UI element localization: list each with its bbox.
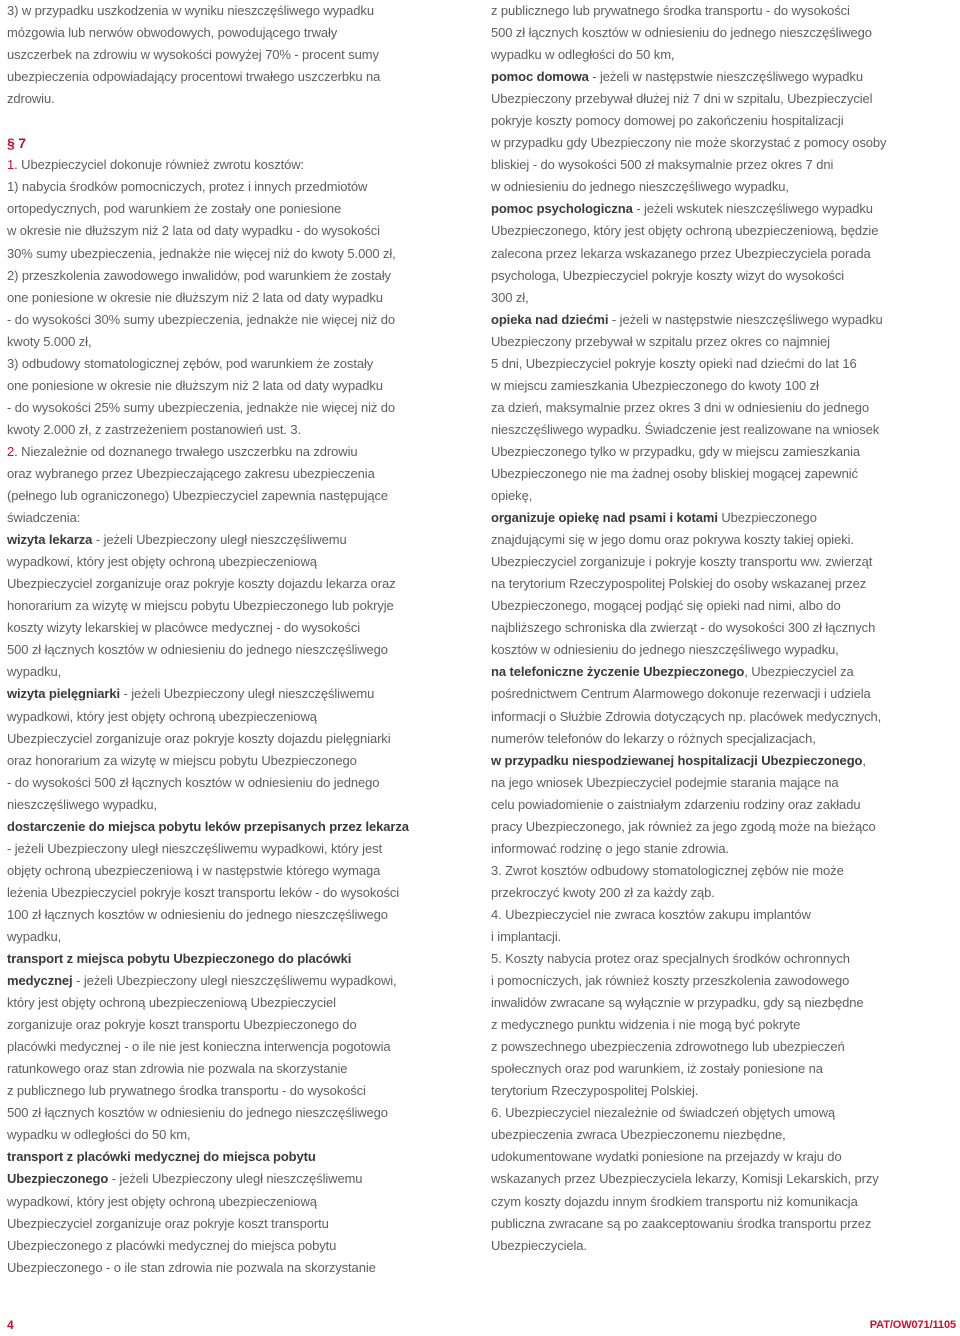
transport-z-placowki (7, 1168, 477, 1190)
transport-do-placowki-text: - jeżeli Ubezpieczony uległ nieszczęśliwemu wypadkowi, (72, 973, 397, 989)
paragraph-line: pracy Ubezpieczonego, jak również za jego zgodą może na bieżąco (491, 818, 876, 834)
transport-z-placowki-heading: Ubezpieczonego (7, 1171, 109, 1187)
paragraph-line: świadczenia: (7, 510, 81, 526)
paragraph-line: - jeżeli Ubezpieczony uległ nieszczęśliwemu wypadkowi, który jest (7, 840, 382, 856)
paragraph-line: one poniesione w okresie nie dłuższym niż 2 lata od daty wypadku (7, 377, 383, 393)
paragraph-line: w odniesieniu do jednego nieszczęśliwego wypadku, (491, 179, 789, 195)
paragraph-line: ubezpieczenia odpowiadający procentowi trwałego uszczerbku na (7, 69, 381, 85)
paragraph-line: pokryje koszty pomocy domowej po zakończeniu hospitalizacji (491, 113, 844, 129)
paragraph-line: wypadku w odległości do 50 km, (491, 47, 675, 63)
spacer (7, 110, 477, 132)
paragraph-line: wypadku, (7, 664, 62, 680)
paragraph-line: informować rodzinę o jego stanie zdrowia. (491, 840, 729, 856)
paragraph-line: Ubezpieczonego, który jest objęty ochroną ubezpieczeniową, będzie (491, 223, 879, 239)
paragraph-line: 30% sumy ubezpieczenia, jednakże nie więcej niż do kwoty 5.000 zł, (7, 245, 396, 261)
paragraph-line: wypadku, (7, 928, 62, 944)
paragraph-line: kwoty 2.000 zł, z zastrzeżeniem postanowień ust. 3. (7, 421, 302, 437)
paragraph-line: inwalidów zwracane są wyłącznie w przypadku, gdy są niezbędne (491, 995, 864, 1011)
paragraph-line: 4. Ubezpieczyciel nie zwraca kosztów zakupu implantów (491, 906, 811, 922)
informacja-telefoniczna (491, 661, 956, 683)
paragraph-line: objęty ochroną ubezpieczeniową i w następstwie którego wymaga (7, 862, 381, 878)
paragraph-line: celu powiadomienie o zaistniałym zdarzeniu rodziny oraz zakładu (491, 796, 861, 812)
opieka-nad-zwierzetami (491, 507, 956, 529)
paragraph-line: bliskiej - do wysokości 500 zł maksymalnie przez okres 7 dni (491, 157, 834, 173)
wizyta-lekarza-text: - jeżeli Ubezpieczony uległ nieszczęśliwemu (92, 532, 347, 548)
document-code: PAT/OW071/1105 (869, 1319, 956, 1331)
transport-z-placowki-text: - jeżeli Ubezpieczony uległ nieszczęśliwemu (108, 1171, 363, 1187)
opieka-nad-zwierzetami-heading: organizuje opiekę nad psami i kotami (491, 510, 718, 526)
paragraph-line: wskazanych przez Ubezpieczyciela lekarzy, Komisji Lekarskich, przy (491, 1171, 879, 1187)
paragraph-line: ortopedycznych, pod warunkiem że zostały one poniesione (7, 201, 342, 217)
paragraph-line: Ubezpieczyciel zorganizuje oraz pokryje koszty dojazdu pielęgniarki (7, 730, 391, 746)
paragraph-1-first-line (7, 154, 477, 176)
paragraph-line: 6. Ubezpieczyciel niezależnie od świadczeń objętych umową (491, 1105, 836, 1121)
paragraph-number: 2. (7, 443, 18, 459)
paragraph-line: z medycznego punktu widzenia i nie mogą być pokryte (491, 1017, 801, 1033)
paragraph-line: - do wysokości 30% sumy ubezpieczenia, jednakże nie więcej niż do (7, 311, 396, 327)
paragraph-line: oraz wybranego przez Ubezpieczającego zakresu ubezpieczenia (7, 465, 375, 481)
wizyta-lekarza-heading: wizyta lekarza (7, 532, 93, 548)
paragraph-line: wypadkowi, który jest objęty ochroną ubezpieczeniową (7, 1193, 317, 1209)
transport-do-placowki (7, 970, 477, 992)
paragraph-line: (pełnego lub ograniczonego) Ubezpieczyciel zapewnia następujące (7, 488, 389, 504)
paragraph-2-first-line (7, 441, 477, 463)
paragraph-line: Ubezpieczonego z placówki medycznej do miejsca pobytu (7, 1237, 337, 1253)
paragraph-text: Ubezpieczyciel dokonuje również zwrotu kosztów: (17, 157, 305, 173)
paragraph-line: zdrowiu. (7, 91, 55, 107)
right-column (491, 0, 956, 1257)
pomoc-psychologiczna (491, 198, 956, 220)
paragraph-line: 3. Zwrot kosztów odbudowy stomatologicznej zębów nie może (491, 862, 844, 878)
opieka-nad-zwierzetami-text: Ubezpieczonego (717, 510, 817, 526)
paragraph-line: wypadkowi, który jest objęty ochroną ubezpieczeniową (7, 554, 317, 570)
paragraph-line: Ubezpieczyciel zorganizuje i pokryje koszty transportu ww. zwierząt (491, 554, 873, 570)
paragraph-line: uszczerbek na zdrowiu w wysokości powyżej 70% - procent sumy (7, 47, 379, 63)
paragraph-line: Ubezpieczonego, mogącej podjąć się opieki nad nimi, albo do (491, 598, 841, 614)
paragraph-line: z powszechnego ubezpieczenia zdrowotnego lub ubezpieczeń (491, 1039, 845, 1055)
pomoc-domowa-heading: pomoc domowa (491, 69, 589, 85)
paragraph-line: Ubezpieczonego tylko w przypadku, gdy w miejscu zamieszkania (491, 443, 861, 459)
paragraph-line: oraz honorarium za wizytę w miejscu pobytu Ubezpieczonego (7, 752, 357, 768)
wizyta-pielegniarki (7, 683, 477, 705)
transport-do-placowki-heading: medycznej (7, 973, 73, 989)
paragraph-line: 5. Koszty nabycia protez oraz specjalnych środków ochronnych (491, 951, 850, 967)
pomoc-psychologiczna-text: - jeżeli wskutek nieszczęśliwego wypadku (632, 201, 873, 217)
paragraph-line: psychologa, Ubezpieczyciel pokryje koszty wizyt do wysokości (491, 267, 845, 283)
paragraph-line: 1) nabycia środków pomocniczych, protez i innych przedmiotów (7, 179, 368, 195)
opieka-nad-dziecmi (491, 309, 956, 331)
paragraph-line: najbliższego schroniska dla zwierząt - do wysokości 300 zł łącznych (491, 620, 876, 636)
paragraph-line: społecznych oraz pod warunkiem, iż zostały poniesione na (491, 1061, 823, 1077)
transport-z-placowki-heading: transport z placówki medycznej do miejsca pobytu (7, 1149, 316, 1165)
paragraph-line: i pomocniczych, jak również koszty przeszkolenia zawodowego (491, 973, 850, 989)
paragraph-line: i implantacji. (491, 928, 562, 944)
transport-do-placowki-heading: transport z miejsca pobytu Ubezpieczonego do placówki (7, 951, 352, 967)
paragraph-line: kosztów w odniesieniu do jednego nieszczęśliwego wypadku, (491, 642, 839, 658)
paragraph-line: Ubezpieczonego nie ma żadnej osoby bliskiej mogącej zapewnić (491, 465, 858, 481)
paragraph-line: za dzień, maksymalnie przez okres 3 dni w odniesieniu do jednego (491, 399, 870, 415)
paragraph-line: przekroczyć kwoty 200 zł za każdy ząb. (491, 884, 715, 900)
paragraph-line: mózgowia lub nerwów obwodowych, powodującego trwały (7, 25, 338, 41)
paragraph-line: kwoty 5.000 zł, (7, 333, 92, 349)
paragraph-line: - do wysokości 25% sumy ubezpieczenia, jednakże nie więcej niż do (7, 399, 396, 415)
paragraph-line: z publicznego lub prywatnego środka transportu - do wysokości (491, 3, 850, 18)
paragraph-line: 2) przeszkolenia zawodowego inwalidów, pod warunkiem że zostały (7, 267, 391, 283)
paragraph-line: zalecona przez lekarza wskazanego przez Ubezpieczyciela porada (491, 245, 871, 261)
wizyta-lekarza (7, 529, 477, 551)
informacja-telefoniczna-heading: na telefoniczne życzenie Ubezpieczonego (491, 664, 745, 680)
paragraph-line: w przypadku gdy Ubezpieczony nie może skorzystać z pomocy osoby (491, 135, 887, 151)
paragraph-line: 500 zł łącznych kosztów w odniesieniu do jednego nieszczęśliwego (491, 25, 872, 41)
paragraph-line: 300 zł, (491, 289, 529, 305)
pomoc-domowa (491, 66, 956, 88)
paragraph-line: pośrednictwem Centrum Alarmowego dokonuje rezerwacji i udziela (491, 686, 871, 702)
opieka-nad-dziecmi-text: - jeżeli w następstwie nieszczęśliwego wypadku (608, 311, 883, 327)
paragraph-line: 500 zł łącznych kosztów w odniesieniu do jednego nieszczęśliwego (7, 642, 388, 658)
paragraph-line: informacji o Służbie Zdrowia dotyczących np. placówek medycznych, (491, 708, 882, 724)
paragraph-line: udokumentowane wydatki poniesione na przejazdy w kraju do (491, 1149, 842, 1165)
hospitalizacja-heading: w przypadku niespodziewanej hospitalizacji Ubezpieczonego (491, 752, 863, 768)
page-number: 4 (7, 1318, 14, 1332)
paragraph-line: wypadkowi, który jest objęty ochroną ubezpieczeniową (7, 708, 317, 724)
paragraph-line: 5 dni, Ubezpieczyciel pokryje koszty opieki nad dziećmi do lat 16 (491, 355, 857, 371)
paragraph-line: zorganizuje oraz pokryje koszt transportu Ubezpieczonego do (7, 1017, 357, 1033)
paragraph-line: nieszczęśliwego wypadku, (7, 796, 158, 812)
paragraph-line: na jego wniosek Ubezpieczyciel podejmie starania mające na (491, 774, 839, 790)
paragraph-line: który jest objęty ochroną ubezpieczeniową Ubezpieczyciel (7, 995, 336, 1011)
section-heading (7, 132, 477, 154)
dostarczenie-lekow-heading: dostarczenie do miejsca pobytu leków przepisanych przez lekarza (7, 818, 409, 834)
paragraph-line: Ubezpieczyciel zorganizuje oraz pokryje koszty dojazdu lekarza oraz (7, 576, 396, 592)
left-column (7, 0, 477, 1279)
section-number: 7 (18, 135, 26, 152)
paragraph-number: 1. (7, 157, 18, 173)
paragraph-line: honorarium za wizytę w miejscu pobytu Ubezpieczonego lub pokryje (7, 598, 394, 614)
paragraph-line: koszty wizyty lekarskiej w placówce medycznej - do wysokości (7, 620, 361, 636)
paragraph-line: czym koszty dojazdu innym środkiem transportu niż komunikacja (491, 1193, 858, 1209)
paragraph-line: w okresie nie dłuższym niż 2 lata od daty wypadku - do wysokości (7, 223, 380, 239)
paragraph-line: 3) w przypadku uszkodzenia w wyniku nieszczęśliwego wypadku (7, 3, 374, 18)
paragraph-line: Ubezpieczyciela. (491, 1237, 587, 1253)
paragraph-line: na terytorium Rzeczypospolitej Polskiej do osoby wskazanej przez (491, 576, 867, 592)
paragraph-line: 3) odbudowy stomatologicznej zębów, pod warunkiem że zostały (7, 355, 374, 371)
section-symbol: § (7, 135, 15, 152)
hospitalizacja (491, 750, 956, 772)
paragraph-line: numerów telefonów do lekarzy o różnych specjalizacjach, (491, 730, 816, 746)
paragraph-line: ubezpieczenia zwraca Ubezpieczonemu niezbędne, (491, 1127, 786, 1143)
paragraph-line: 500 zł łącznych kosztów w odniesieniu do jednego nieszczęśliwego (7, 1105, 388, 1121)
paragraph-line: ratunkowego oraz stan zdrowia nie pozwala na skorzystanie (7, 1061, 348, 1077)
paragraph-line: nieszczęśliwego wypadku. Świadczenie jest realizowane na wniosek (491, 421, 880, 437)
informacja-telefoniczna-text: , Ubezpieczyciel za (744, 664, 854, 680)
wizyta-pielegniarki-heading: wizyta pielęgniarki (7, 686, 120, 702)
paragraph-line: one poniesione w okresie nie dłuższym niż 2 lata od daty wypadku (7, 289, 383, 305)
wizyta-pielegniarki-text: - jeżeli Ubezpieczony uległ nieszczęśliwemu (119, 686, 375, 702)
paragraph-line: leżenia Ubezpieczyciel pokryje koszt transportu leków - do wysokości (7, 884, 400, 900)
paragraph-line: Ubezpieczonego - o ile stan zdrowia nie pozwala na skorzystanie (7, 1259, 376, 1275)
paragraph-line: - do wysokości 500 zł łącznych kosztów w odniesieniu do jednego (7, 774, 380, 790)
paragraph-line: placówki medycznej - o ile nie jest konieczna interwencja pogotowia (7, 1039, 391, 1055)
hospitalizacja-text: , (862, 752, 866, 768)
paragraph-line: Ubezpieczony przebywał w szpitalu przez okres co najmniej (491, 333, 830, 349)
opieka-nad-dziecmi-heading: opieka nad dziećmi (491, 311, 609, 327)
paragraph-line: 100 zł łącznych kosztów w odniesieniu do jednego nieszczęśliwego (7, 906, 388, 922)
paragraph-line: opiekę, (491, 488, 533, 504)
paragraph-line: publiczna zwracane są po zaakceptowaniu środka transportu przez (491, 1215, 872, 1231)
paragraph-line: wypadku w odległości do 50 km, (7, 1127, 191, 1143)
paragraph-line: znajdującymi się w jego domu oraz pokrywa koszty takiej opieki. (491, 532, 854, 548)
pomoc-domowa-text: - jeżeli w następstwie nieszczęśliwego wypadku (588, 69, 863, 85)
paragraph-text: Niezależnie od doznanego trwałego uszczerbku na zdrowiu (17, 443, 358, 459)
paragraph-line: terytorium Rzeczypospolitej Polskiej. (491, 1083, 699, 1099)
paragraph-line: z publicznego lub prywatnego środka transportu - do wysokości (7, 1083, 366, 1099)
paragraph-line: Ubezpieczony przebywał dłużej niż 7 dni w szpitalu, Ubezpieczyciel (491, 91, 873, 107)
paragraph-line: Ubezpieczyciel zorganizuje oraz pokryje koszt transportu (7, 1215, 329, 1231)
paragraph-line: w miejscu zamieszkania Ubezpieczonego do kwoty 100 zł (491, 377, 819, 393)
pomoc-psychologiczna-heading: pomoc psychologiczna (491, 201, 633, 217)
